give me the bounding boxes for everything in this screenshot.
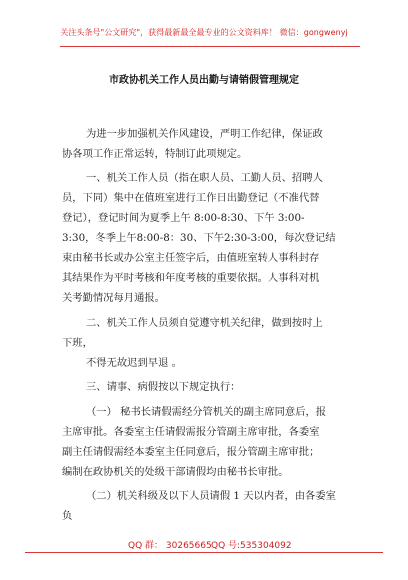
- body-line: 一、机关工作人员（指在职人员、工勤人员、招聘人: [86, 172, 323, 184]
- body-line: 关考勤情况每月通报。: [62, 292, 165, 304]
- footer-qq-number: QQ 号:535304092: [211, 541, 292, 551]
- body-line: 3:30，冬季上午8:00-8：30、下午2:30-3:00，每次登记结: [62, 232, 336, 244]
- body-line: 协各项工作正常运转，特制订此项规定。: [62, 148, 248, 160]
- body-line: 主席审批。各委室主任请假需报分管副主席审批，各委室: [62, 426, 320, 438]
- body-line: 为进一步加强机关作风建设，严明工作纪律，保证政: [86, 128, 323, 140]
- body-line: 其结果作为平时考核和年度考核的重要依据。人事科对机: [62, 272, 320, 284]
- body-line: 不得无故迟到早退 。: [86, 357, 182, 369]
- document-title: 市政协机关工作人员出勤与请销假管理规定: [109, 75, 299, 86]
- body-line: 下班，: [62, 337, 93, 349]
- body-line: 束由秘书长或办公室主任签字后，由值班室转人事科封存: [62, 252, 320, 264]
- body-line: 负: [62, 510, 73, 522]
- header-promo-note: 关注头条号"公文研究"，获得最新最全最专业的公文资料库！ 微信：gongwenyj: [60, 28, 348, 37]
- footer-divider: [25, 552, 383, 553]
- body-line: 编制在政协机关的处级干部请假均由秘书长审批。: [62, 466, 289, 478]
- header-divider: [60, 46, 360, 47]
- body-line: （二）机关科级及以下人员请假 1 天以内者，由各委室: [86, 490, 336, 502]
- body-line: 副主任请假需经本委室主任同意后，报分管副主席审批；: [62, 446, 320, 458]
- body-line: 登记），登记时间为夏季上午 8:00-8:30、下午 3:00-: [62, 212, 305, 224]
- body-line: （一） 秘书长请假需经分管机关的副主席同意后，报: [86, 406, 327, 418]
- body-line: 二、机关工作人员须自觉遵守机关纪律，做到按时上: [86, 317, 323, 329]
- footer-qq-group: QQ 群： 30265665: [128, 541, 212, 551]
- body-line: 三、请事、病假按以下规定执行：: [86, 381, 241, 393]
- body-line: 员，下同）集中在值班室进行工作日出勤登记（不准代替: [62, 192, 320, 204]
